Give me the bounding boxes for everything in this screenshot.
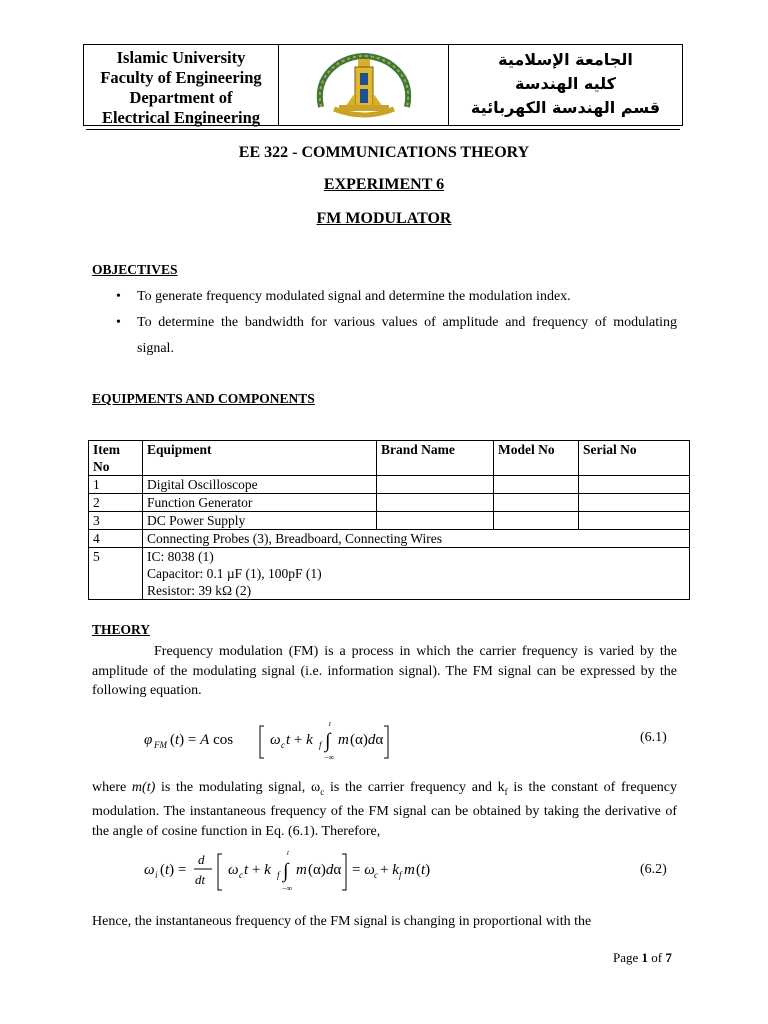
svg-text:m: m — [338, 732, 349, 748]
svg-text:c: c — [281, 740, 285, 750]
table-row: 1 Digital Oscilloscope — [89, 476, 690, 494]
svg-text:−∞: −∞ — [324, 753, 335, 760]
svg-text:ω: ω — [228, 862, 239, 878]
svg-text:i: i — [155, 870, 158, 880]
svg-text:(t): (t) — [416, 862, 431, 878]
svg-text:dt: dt — [195, 872, 206, 887]
svg-text:(α)dα: (α)dα — [308, 862, 342, 878]
svg-text:(t) =: (t) = — [160, 862, 187, 878]
theory-paragraph: Frequency modulation (FM) is a process in which the carrier frequency is varied by the amplitude of the modulating signal (i.e. information signal). The FM signal can be expressed by the following equation. — [92, 644, 677, 698]
svg-text:t + k: t + k — [286, 732, 313, 748]
svg-text:(t) = A cos: (t) = A cos — [170, 732, 234, 748]
equipment-heading: EQUIPMENTS AND COMPONENTS — [92, 391, 315, 406]
theory-paragraph: Hence, the instantaneous frequency of the FM signal is changing in proportional with the — [92, 914, 592, 929]
table-header-row — [89, 441, 690, 476]
university-logo-icon — [309, 49, 419, 123]
bullet-icon: • — [116, 315, 121, 330]
objectives-heading: OBJECTIVES — [92, 262, 178, 277]
column-header: Model No — [494, 441, 579, 476]
equipment-table — [88, 440, 690, 600]
equation-6-1 — [140, 714, 390, 760]
svg-text:−∞: −∞ — [282, 884, 293, 893]
column-header: Equipment — [143, 441, 377, 476]
table-row: 5 IC: 8038 (1) Capacitor: 0.1 µF (1), 100pF (1) Resistor: 39 kΩ (2) — [89, 548, 690, 600]
svg-text:FM: FM — [154, 740, 167, 750]
bullet-icon: • — [116, 289, 121, 304]
svg-text:c: c — [374, 870, 378, 880]
svg-text:m: m — [296, 862, 307, 878]
table-row: 4 Connecting Probes (3), Breadboard, Connecting Wires — [89, 530, 690, 548]
svg-text:f: f — [319, 740, 322, 750]
svg-text:= ω: = ω — [352, 862, 375, 878]
equation-number: (6.1) — [640, 730, 667, 745]
page-number: Page 1 of 7 — [613, 950, 672, 965]
svg-text:ω: ω — [144, 862, 155, 878]
svg-text:∫: ∫ — [325, 730, 331, 752]
letterhead — [83, 44, 683, 126]
theory-paragraph: where m(t) is the modulating signal, $\omega_c$ is the carrier frequency and $k_f$ is the constant of frequency modulation. The instantaneous frequency of the FM signal can be obtained by taking the derivative of the angle of cosine function in Eq. (6.1). Therefore, — [92, 780, 677, 839]
svg-text:f: f — [277, 870, 280, 880]
svg-text:m: m — [404, 862, 415, 878]
svg-text:t: t — [329, 720, 331, 728]
equation-number: (6.2) — [640, 862, 667, 877]
equation-6-2 — [140, 844, 440, 894]
svg-text:c: c — [239, 870, 243, 880]
column-header: Item No — [89, 441, 143, 476]
svg-text:ω: ω — [270, 732, 281, 748]
svg-text:t: t — [287, 849, 289, 857]
objective-item: To determine the bandwidth for various values of amplitude and frequency of modulating signal. — [137, 315, 677, 356]
theory-heading: THEORY — [92, 622, 151, 637]
experiment-topic: FM MODULATOR — [316, 210, 452, 227]
experiment-number: EXPERIMENT 6 — [323, 176, 445, 193]
university-name-arabic: الجامعة الإسلامية كليه الهندسة قسم الهندسة الكهربائية — [470, 50, 661, 117]
svg-text:f: f — [399, 870, 402, 880]
svg-text:∫: ∫ — [283, 860, 289, 882]
svg-text:+ k: + k — [380, 862, 399, 878]
svg-text:φ: φ — [144, 732, 153, 748]
course-title: EE 322 - COMMUNICATIONS THEORY — [238, 144, 530, 161]
table-row: 3 DC Power Supply — [89, 512, 690, 530]
svg-text:t + k: t + k — [244, 862, 271, 878]
column-header: Brand Name — [377, 441, 494, 476]
university-name-english: Islamic University Faculty of Engineering Department of Electrical Engineering — [84, 45, 279, 125]
table-row: 2 Function Generator — [89, 494, 690, 512]
column-header: Serial No — [579, 441, 690, 476]
svg-text:(α)dα: (α)dα — [350, 732, 384, 748]
objective-item: To generate frequency modulated signal and determine the modulation index. — [137, 289, 571, 304]
svg-text:d: d — [198, 852, 205, 867]
university-logo-cell — [279, 45, 449, 125]
